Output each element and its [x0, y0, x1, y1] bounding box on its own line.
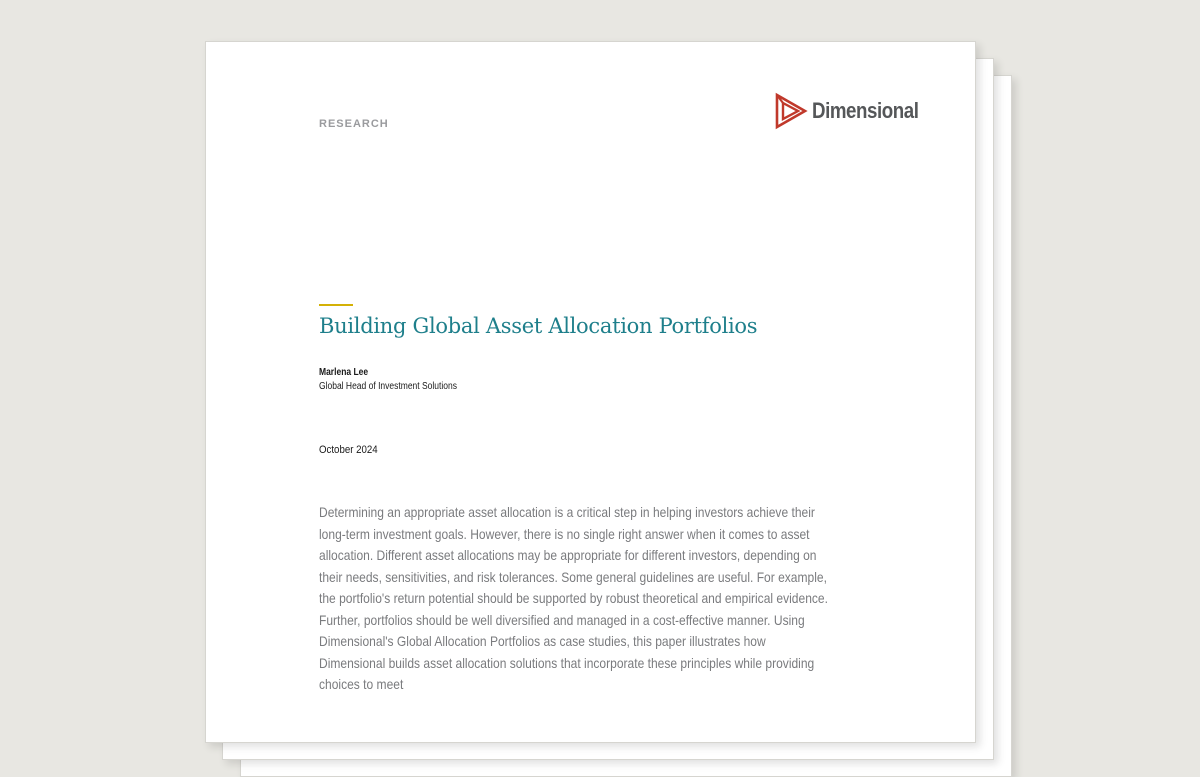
dimensional-logo-icon [776, 94, 806, 128]
author-name: Marlena Lee [319, 367, 369, 378]
title-accent-rule [319, 304, 353, 306]
document-page [205, 41, 976, 743]
author-role: Global Head of Investment Solutions [319, 381, 457, 392]
brand-logo [776, 94, 937, 128]
brand-name: Dimensional [812, 98, 919, 123]
section-label: RESEARCH [319, 118, 389, 130]
abstract-paragraph: Determining an appropriate asset allocation is a critical step in helping investors achieve their long-term investment goals. However, there is no single right answer when it comes to asset allocation. Different asset allocations may be appropriate for different investors, depending on their needs, sensitivities, and risk tolerances. Some general guidelines are useful. For example, the portfolio's return potential should be supported by robust theoretical and empirical evidence. Further, portfolios should be well diversified and managed in a cost-effective manner. Using Dimensional's Global Allocation Portfolios as case studies, this paper illustrates how Dimensional builds asset allocation solutions that incorporate these principles while providing choices to meet [319, 504, 828, 692]
document-title: Building Global Asset Allocation Portfolios [319, 314, 758, 338]
publication-date: October 2024 [319, 444, 378, 456]
